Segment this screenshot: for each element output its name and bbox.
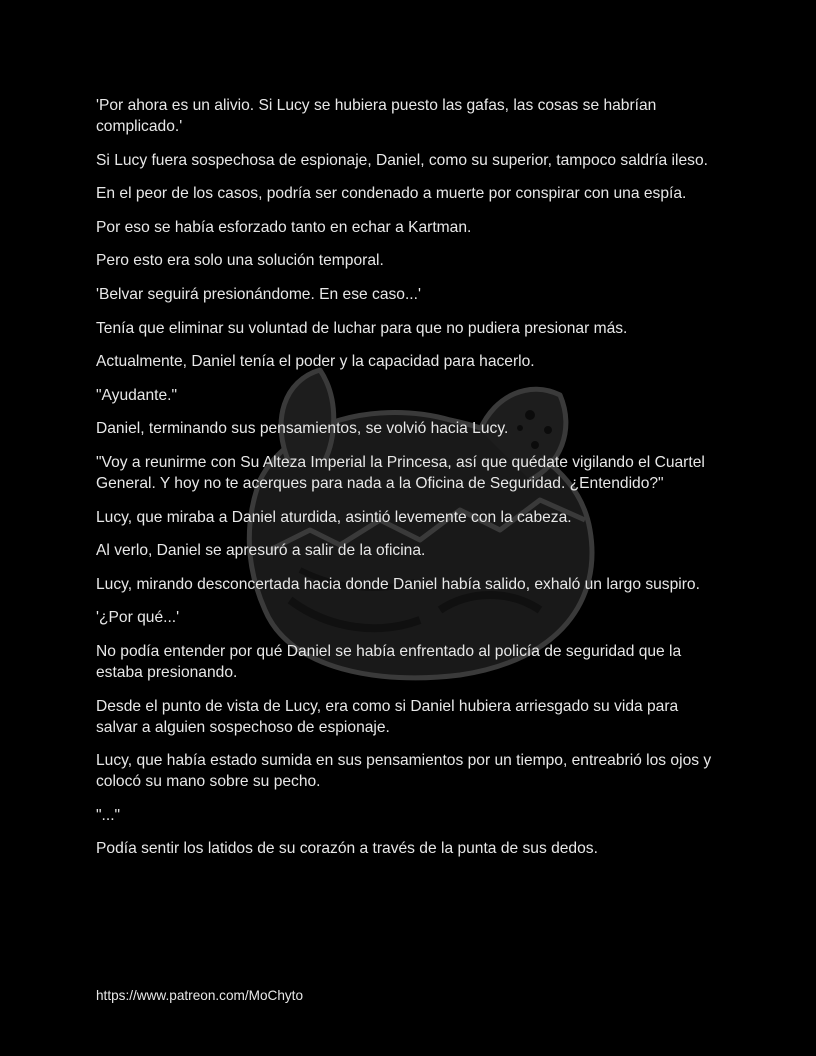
paragraph: 'Por ahora es un alivio. Si Lucy se hubiera puesto las gafas, las cosas se habrían complicado.' — [96, 97, 657, 135]
document-body — [96, 95, 722, 872]
paragraph: Desde el punto de vista de Lucy, era como si Daniel hubiera arriesgado su vida para salvar a alguien sospechoso de espionaje. — [96, 697, 679, 736]
paragraph: '¿Por qué...' — [96, 609, 180, 627]
paragraph: En el peor de los casos, podría ser condenado a muerte por conspirar con una espía. — [96, 185, 687, 203]
paragraph: "Voy a reunirme con Su Alteza Imperial la Princesa, así que quédate vigilando el Cuartel General. Y hoy no te acerques para nada a la Oficina de Seguridad. ¿Entendido?" — [96, 453, 705, 492]
paragraph: Daniel, terminando sus pensamientos, se volvió hacia Lucy. — [96, 420, 509, 438]
paragraph: Podía sentir los latidos de su corazón a través de la punta de sus dedos. — [96, 840, 598, 858]
paragraph: Tenía que eliminar su voluntad de luchar para que no pudiera presionar más. — [96, 319, 628, 337]
paragraph: Por eso se había esforzado tanto en echar a Kartman. — [96, 218, 472, 236]
paragraph: Lucy, que miraba a Daniel aturdida, asintió levemente con la cabeza. — [96, 508, 572, 526]
paragraph: Lucy, mirando desconcertada hacia donde Daniel había salido, exhaló un largo suspiro. — [96, 575, 700, 593]
paragraph: 'Belvar seguirá presionándome. En ese caso...' — [96, 285, 421, 303]
paragraph: Al verlo, Daniel se apresuró a salir de la oficina. — [96, 542, 426, 560]
paragraph: Actualmente, Daniel tenía el poder y la capacidad para hacerlo. — [96, 353, 535, 371]
footer-link[interactable]: https://www.patreon.com/MoChyto — [96, 988, 304, 1003]
paragraph: Pero esto era solo una solución temporal. — [96, 252, 384, 270]
paragraph: No podía entender por qué Daniel se había enfrentado al policía de seguridad que la estaba presionando. — [96, 642, 682, 681]
paragraph: "Ayudante." — [96, 386, 178, 404]
paragraph: Lucy, que había estado sumida en sus pensamientos por un tiempo, entreabrió los ojos y colocó su mano sobre su pecho. — [96, 752, 712, 791]
paragraph: Si Lucy fuera sospechosa de espionaje, Daniel, como su superior, tampoco saldría ileso. — [96, 151, 708, 169]
paragraph: "..." — [96, 806, 121, 824]
